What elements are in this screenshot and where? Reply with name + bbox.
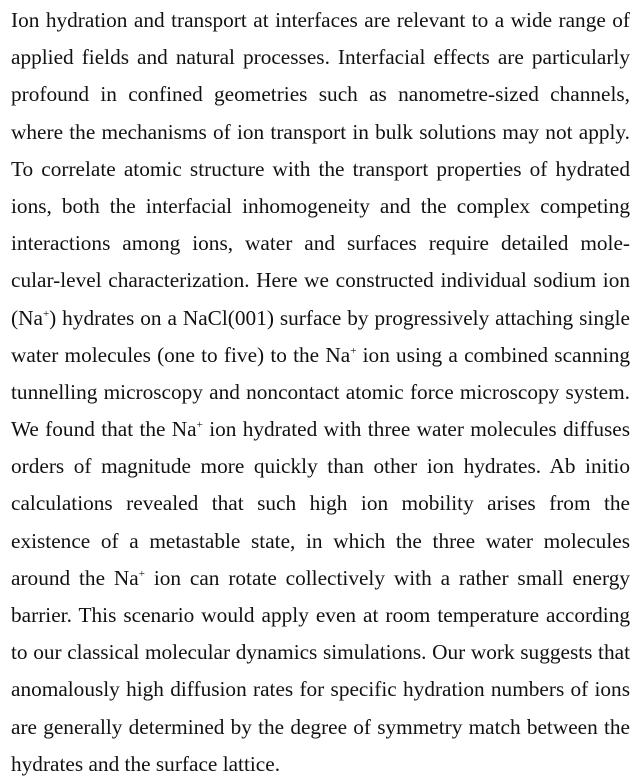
text-run: ) hydrates on a NaCl(001) surface by progressively attaching single [49, 305, 630, 330]
text-line: barrier. This scenario would apply even at room temperature according [11, 603, 630, 627]
text-line: cular-level characterization. Here we constructed individual sodium ion [11, 268, 630, 293]
text-run: ion using a combined scanning [356, 342, 630, 367]
text-line: are generally determined by the degree of symmetry match between the [11, 714, 630, 739]
text-line: orders of magnitude more quickly than other ion hydrates. Ab initio [11, 454, 630, 479]
text-line: anomalously high diffusion rates for specific hydration numbers of ions [11, 677, 630, 702]
text-line [11, 411, 630, 448]
text-line: tunnelling microscopy and noncontact atomic force microscopy system. [11, 379, 630, 404]
text-run: water molecules (one to five) to the Na [11, 342, 351, 367]
text-line: where the mechanisms of ion transport in bulk solutions may not apply. [11, 119, 630, 144]
text-line: calculations revealed that such high ion mobility arises from the [11, 491, 630, 516]
text-line [11, 300, 630, 337]
text-run: (Na [11, 305, 43, 330]
text-line: profound in confined geometries such as nanometre-sized channels, [11, 82, 630, 107]
text-line [11, 560, 630, 597]
text-line: ions, both the interfacial inhomogeneity and the complex competing [11, 193, 630, 218]
text-line: to our classical molecular dynamics simulations. Our work suggests that [11, 640, 630, 665]
text-line: interactions among ions, water and surfaces require detailed mole- [11, 231, 630, 256]
text-run: We found that the Na [11, 417, 197, 442]
superscript-plus: + [350, 344, 357, 357]
superscript-plus: + [138, 567, 145, 580]
superscript-plus: + [196, 419, 203, 432]
superscript-plus: + [42, 307, 50, 320]
text-run: ion hydrated with three water molecules diffuses [202, 417, 630, 442]
text-line: existence of a metastable state, in which the three water molecules [11, 528, 630, 553]
text-line: Ion hydration and transport at interfaces are relevant to a wide range of [11, 8, 630, 32]
text-run: around the Na [11, 565, 139, 590]
text-line [11, 337, 630, 374]
text-line: applied fields and natural processes. Interfacial effects are particularly [11, 45, 630, 70]
text-run: ion can rotate collectively with a rather small energy [144, 565, 630, 590]
text-line: To correlate atomic structure with the transport properties of hydrated [11, 156, 630, 181]
text-line: hydrates and the surface lattice. [11, 751, 281, 776]
